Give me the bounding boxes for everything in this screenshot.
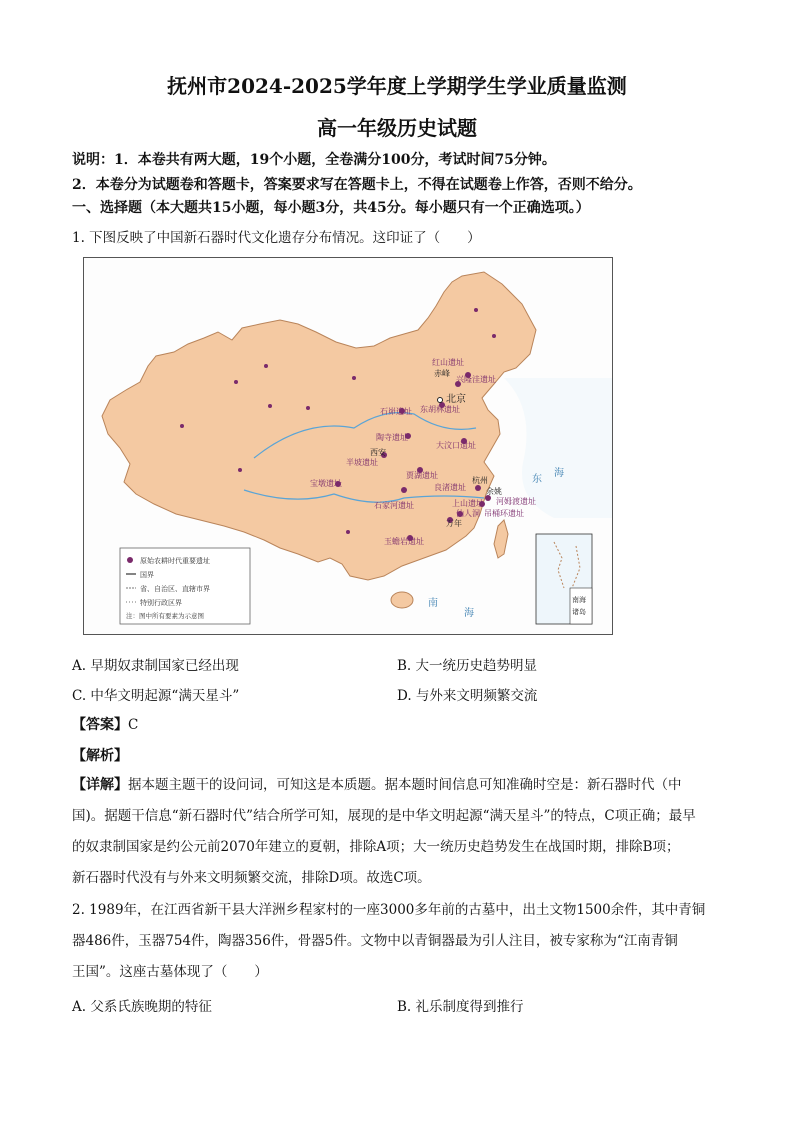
q1-option-a: A. 早期奴隶制国家已经出现 xyxy=(72,658,239,674)
map-site-label: 玉蟾岩遗址 xyxy=(384,537,424,546)
legend-note: 注：图中所有要素为示意图 xyxy=(126,612,204,620)
map-site-label: 兴隆洼遗址 xyxy=(456,375,496,384)
answer-tag: 【答案】 xyxy=(72,717,128,733)
sea-label: 海 xyxy=(464,608,474,619)
exam-title: 抚州市2024-2025学年度上学期学生学业质量监测 xyxy=(167,74,627,98)
neolithic-sites-map xyxy=(83,257,613,635)
map-site-label: 陶寺遗址 xyxy=(376,433,408,442)
map-site-label: 大汶口遗址 xyxy=(436,441,476,450)
exam-subtitle: 高一年级历史试题 xyxy=(317,116,477,140)
explanation-line: 国)。据题干信息“新石器时代”结合所学可知，展现的是中华文明起源“满天星斗”的特点，C项正确；最早 xyxy=(72,808,696,824)
china-map-svg xyxy=(84,258,612,634)
map-site-label: 石峁遗址 xyxy=(380,407,412,416)
map-city-label: 北京 xyxy=(446,394,466,405)
answer-value: C xyxy=(128,717,139,733)
map-site-label: 仙人洞 xyxy=(456,509,480,518)
question-1-stem: 1. 下图反映了中国新石器时代文化遗存分布情况。这印证了（ ） xyxy=(72,230,481,246)
map-site-label: 贾湖遗址 xyxy=(406,471,438,480)
q2-stem-line: 王国”。这座古墓体现了（ ） xyxy=(72,964,268,980)
china-mainland-shape xyxy=(102,272,536,580)
q1-option-c: C. 中华文明起源“满天星斗” xyxy=(72,688,240,704)
map-city-label: 万年 xyxy=(446,519,462,528)
sea-label: 南 xyxy=(428,598,438,609)
map-site-label: 宝墩遗址 xyxy=(310,479,342,488)
q1-answer xyxy=(72,714,138,734)
q2-stem-line: 2. 1989年，在江西省新干县大洋洲乡程家村的一座3000多年前的古墓中，出土文物1500余件，其中青铜 xyxy=(72,902,706,918)
q2-stem xyxy=(72,895,732,988)
inset-label: 诸岛 xyxy=(572,608,586,616)
map-city-label: 赤峰 xyxy=(434,369,450,378)
map-city-label: 余姚 xyxy=(486,487,502,496)
explanation-line: 据本题主题干的设问词，可知这是本质题。据本题时间信息可知准确时空是：新石器时代（中 xyxy=(128,777,682,793)
instruction-line-2: 2．本卷分为试题卷和答题卡，答案要求写在答题卡上，不得在试题卷上作答，否则不给分。 xyxy=(72,177,642,193)
map-site-label: 石家河遗址 xyxy=(374,501,414,510)
q1-explanation xyxy=(72,770,732,894)
q2-option-a: A. 父系氏族晚期的特征 xyxy=(72,999,212,1015)
legend-item: 省、自治区、直辖市界 xyxy=(140,585,210,593)
explanation-line: 的奴隶制国家是约公元前2070年建立的夏朝，排除A项；大一统历史趋势发生在战国时期，排除B项； xyxy=(72,839,680,855)
sea-label: 海 xyxy=(554,468,564,479)
south-china-sea-inset xyxy=(536,534,592,624)
map-site-label: 半坡遗址 xyxy=(346,458,378,467)
legend-item: 特别行政区界 xyxy=(140,599,182,607)
map-site-label: 河姆渡遗址 xyxy=(496,497,536,506)
map-site-label: 良渚遗址 xyxy=(434,483,466,492)
detail-tag: 【详解】 xyxy=(72,777,128,793)
map-city-label: 杭州 xyxy=(472,476,488,485)
map-site-label: 上山遗址 xyxy=(452,499,484,508)
q1-option-d: D. 与外来文明频繁交流 xyxy=(397,688,538,704)
section-heading: 一、选择题（本大题共15小题，每小题3分，共45分。每小题只有一个正确选项。） xyxy=(72,200,590,216)
q2-option-b: B. 礼乐制度得到推行 xyxy=(397,999,524,1015)
map-legend xyxy=(120,548,250,624)
explanation-line: 新石器时代没有与外来文明频繁交流，排除D项。故选C项。 xyxy=(72,870,431,886)
analysis-tag: 【解析】 xyxy=(72,748,128,764)
q2-stem-line: 器486件，玉器754件，陶器356件，骨器5件。文物中以青铜器最为引人注目，被专家称为“江南青铜 xyxy=(72,933,678,949)
map-site-label: 红山遗址 xyxy=(432,358,464,367)
map-city-label: 西安 xyxy=(370,448,386,457)
q1-option-b: B. 大一统历史趋势明显 xyxy=(397,658,538,674)
map-site-label: 东胡林遗址 xyxy=(420,405,460,414)
instruction-line-1: 说明：1．本卷共有两大题，19个小题，全卷满分100分，考试时间75分钟。 xyxy=(72,152,556,168)
sea-label: 东 xyxy=(532,474,542,485)
inset-label: 南海 xyxy=(572,596,586,604)
map-site-label: 吊桶环遗址 xyxy=(484,509,524,518)
legend-item: 国界 xyxy=(140,571,154,579)
taiwan-island-shape xyxy=(494,520,508,558)
hainan-island-shape xyxy=(391,592,413,608)
legend-item: 原始农耕时代重要遗址 xyxy=(140,557,210,565)
